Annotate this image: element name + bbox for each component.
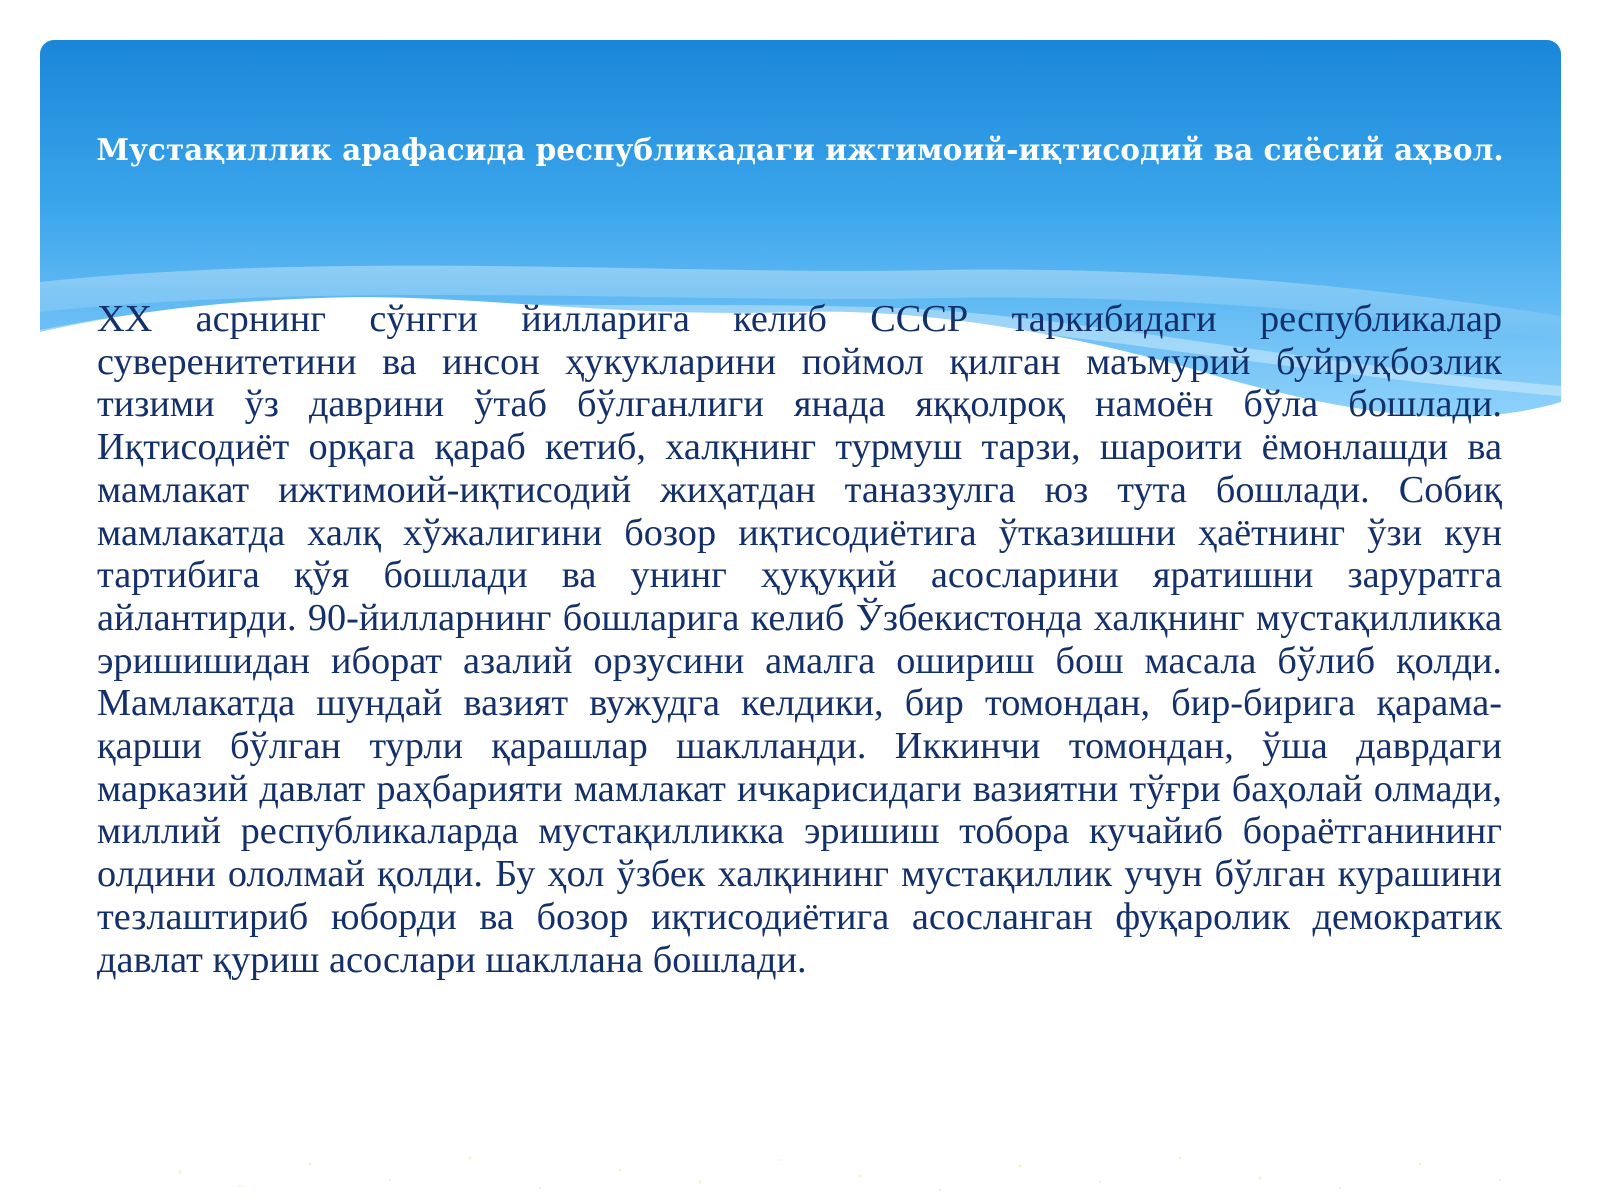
- slide-title: Мустақиллик арафасида республикадаги ижтимоий-иқтисодий ва сиёсий аҳвол.: [96, 132, 1504, 167]
- bottom-glitter-decoration: [0, 1060, 1600, 1200]
- slide-body-text: XX асрнинг сўнгги йилларига келиб СССР таркибидаги республикалар суверенитетини ва инсон ҳукукларини поймол қилган маъмурий буйруқбозлик тизими ўз даврини ўтаб бўлганлиги янада яққолроқ намоён бўла бошлади. Иқтисодиёт орқага қараб кетиб, халқнинг турмуш тарзи, шароити ёмонлашди ва мамлакат ижтимоий-иқтисодий жиҳатдан таназзулга юз тута бошлади. Собиқ мамлакатда халқ хўжалигини бозор иқтисодиётига ўтказишни ҳаётнинг ўзи кун тартибига қўя бошлади ва унинг ҳуқуқий асосларини яратишни заруратга айлантирди. 90-йилларнинг бошларига келиб Ўзбекистонда халқнинг мустақилликка эришишидан иборат азалий орзусини амалга ошириш бош масала бўлиб қолди. Мамлакатда шундай вазият вужудга келдики, бир томондан, бир-бирига қарама-қарши бўлган турли қарашлар шаклланди. Иккинчи томондан, ўша даврдаги марказий давлат раҳбарияти мамлакат ичкарисидаги вазиятни тўғри баҳолай олмади, миллий республикаларда мустақилликка эришиш тобора кучайиб бораётганининг олдини ололмай қолди. Бу ҳол ўзбек халқининг мустақиллик учун бўлган курашини тезлаштириб юборди ва бозор иқтисодиётига асосланган фуқаролик демократик давлат қуриш асослари шакллана бошлади.: [97, 298, 1502, 981]
